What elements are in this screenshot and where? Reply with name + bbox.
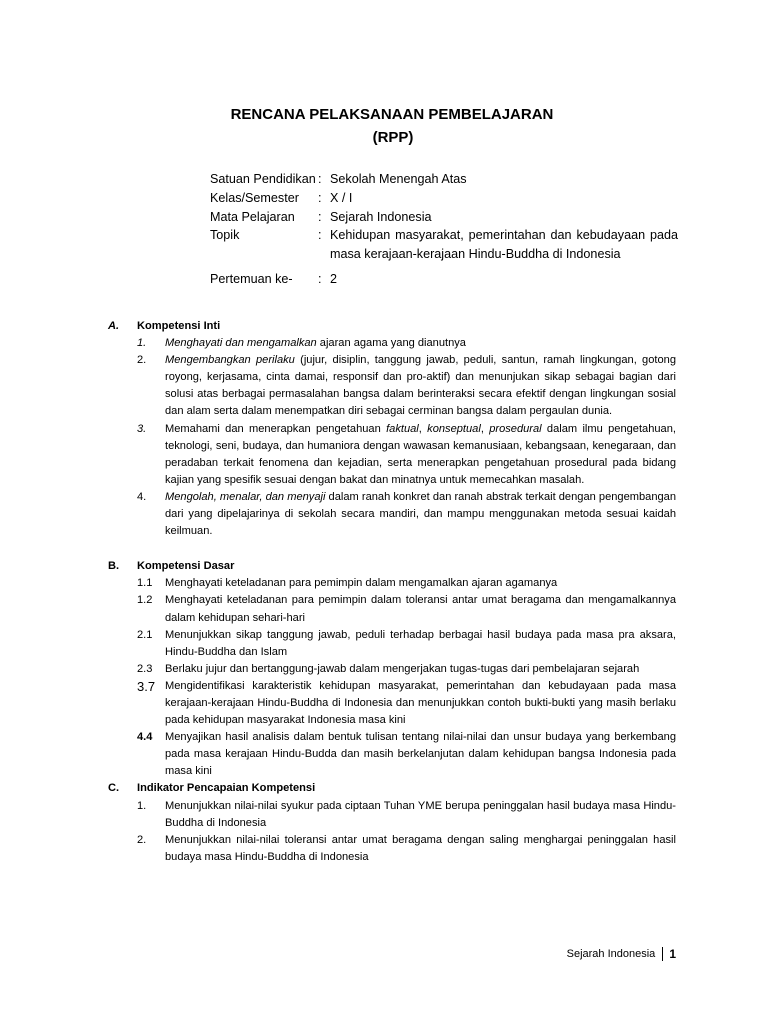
emphasis-text: Mengolah, menalar, dan menyaji — [165, 490, 326, 503]
info-label: Mata Pelajaran — [210, 209, 295, 224]
list-number: 1.1 — [137, 577, 153, 590]
list-text — [165, 335, 676, 352]
list-item — [108, 729, 676, 780]
page-number: 1 — [669, 947, 676, 961]
info-row — [210, 226, 678, 264]
section-title: Indikator Pencapaian Kompetensi — [137, 782, 316, 795]
info-value: Sejarah Indonesia — [330, 209, 432, 224]
list-item — [108, 627, 676, 661]
info-label: Kelas/Semester — [210, 190, 299, 205]
body-text: dalam ilmu pengetahuan, teknologi, seni, budaya, dan humaniora dengan wawasan kemanusiaan, kebangsaan, kenegaraan, dan peradaban terkait fenomena dan kejadian, serta menerapkan pengetahuan prosedural pada bidang kajian yang spesifik sesuai dengan bakat dan minatnya untuk memecahkan masalah. — [165, 422, 676, 486]
footer-divider — [662, 947, 663, 961]
body-text: , — [480, 422, 490, 435]
footer-text: Sejarah Indonesia — [566, 948, 656, 960]
list-number: 4.4 — [137, 731, 153, 744]
section-title: Kompetensi Inti — [137, 320, 221, 332]
list-text — [165, 421, 676, 489]
emphasis-text: Menghayati dan mengamalkan — [165, 337, 317, 350]
list-item — [108, 335, 676, 352]
info-colon: : — [318, 271, 322, 286]
list-number: 3. — [137, 422, 147, 435]
section-letter: A. — [108, 320, 120, 332]
info-colon: : — [318, 209, 322, 224]
list-text — [165, 489, 676, 540]
document-title: RENCANA PELAKSANAAN PEMBELAJARAN — [230, 106, 554, 123]
info-value: Sekolah Menengah Atas — [330, 172, 467, 186]
list-number: 3.7 — [137, 678, 156, 694]
list-number: 1.2 — [137, 594, 153, 607]
info-row — [210, 208, 678, 227]
list-text: Menunjukkan nilai-nilai toleransi antar umat beragama dengan saling menghargai peninggalan hasil budaya masa Hindu-Buddha di Indonesia — [165, 833, 676, 863]
section-letter: C. — [108, 782, 120, 795]
list-number: 4. — [137, 490, 147, 503]
info-value: 2 — [330, 271, 338, 286]
section-heading-kompetensi-dasar — [108, 558, 676, 575]
info-row — [210, 270, 678, 289]
list-item — [108, 592, 676, 626]
list-text: Menunjukkan nilai-nilai syukur pada ciptaan Tuhan YME berupa peninggalan hasil budaya masa Hindu-Buddha di Indonesia — [165, 799, 676, 829]
body-text: dalam ranah konkret dan ranah abstrak terkait dengan pengembangan dari yang dipelajarinya di sekolah secara mandiri, dan mampu menggunakan metoda sesuai kaidah keilmuan. — [165, 490, 677, 538]
list-text: Menyajikan hasil analisis dalam bentuk tulisan tentang nilai-nilai dan unsur budaya yang berkembang pada masa kerajaan Hindu-Budda dan masih berkelanjutan dalam kehidupan bangsa Indonesia pada masa kini — [165, 731, 676, 778]
list-text: Menghayati keteladanan para pemimpin dalam toleransi antar umat beragama dan mengamalkannya dalam kehidupan sehari-hari — [165, 594, 676, 624]
info-value: X / I — [330, 190, 353, 205]
list-text: Berlaku jujur dan bertanggung-jawab dalam mengerjakan tugas-tugas dari pembelajaran sejarah — [165, 662, 640, 675]
list-item — [108, 832, 676, 866]
page-footer — [567, 947, 676, 961]
list-number: 1. — [137, 337, 147, 350]
list-item — [108, 798, 676, 832]
list-number: 2. — [137, 833, 147, 846]
body-text: , — [418, 422, 428, 435]
list-text: Menunjukkan sikap tanggung jawab, peduli terhadap berbagai hasil budaya pada masa pra aksara, Hindu-Buddha dan Islam — [165, 628, 676, 658]
info-colon: : — [318, 172, 322, 186]
section-title: Kompetensi Dasar — [137, 560, 235, 573]
info-label: Satuan Pendidikan — [210, 172, 316, 186]
list-text — [165, 352, 676, 420]
document-subtitle: (RPP) — [372, 129, 414, 146]
info-colon: : — [318, 228, 322, 243]
list-number: 2.3 — [137, 662, 153, 675]
section-heading-indikator — [108, 780, 676, 797]
info-value: Kehidupan masyarakat, pemerintahan dan kebudayaan pada masa kerajaan-kerajaan Hindu-Buddha di Indonesia — [330, 228, 678, 262]
list-item — [108, 575, 676, 592]
emphasis-text: konseptual — [427, 422, 481, 435]
info-row — [210, 189, 678, 208]
list-item — [108, 352, 676, 420]
section-heading-kompetensi-inti — [108, 318, 676, 335]
list-item — [108, 489, 676, 540]
body-text: ajaran agama yang dianutnya — [316, 337, 466, 350]
list-text: Mengidentifikasi karakteristik kehidupan masyarakat, pemerintahan dan kebudayaan pada masa kerajaan-kerajaan Hindu-Buddha di Indonesia dan menunjukkan contoh bukti-bukti yang masih berlaku pada kehidupan masyarakat Indonesia masa kini — [165, 679, 676, 727]
info-row — [210, 170, 678, 189]
emphasis-text: Mengembangkan perilaku — [165, 354, 295, 367]
list-item — [108, 661, 676, 678]
list-number: 2.1 — [137, 628, 153, 641]
list-number: 2. — [137, 354, 147, 367]
info-label: Topik — [210, 228, 240, 243]
info-colon: : — [318, 190, 322, 205]
list-item — [108, 678, 676, 729]
info-label: Pertemuan ke- — [210, 271, 293, 286]
section-letter: B. — [108, 560, 120, 573]
body-text: Memahami dan menerapkan pengetahuan — [165, 422, 387, 435]
emphasis-text: prosedural — [489, 422, 542, 435]
list-text: Menghayati keteladanan para pemimpin dalam mengamalkan ajaran agamanya — [165, 577, 558, 590]
emphasis-text: faktual — [386, 422, 419, 435]
body-text: (jujur, disiplin, tanggung jawab, peduli, santun, ramah lingkungan, gotong royong, kerjasama, cinta damai, responsif dan pro-aktif) dan menunjukan sikap sebagai bagian dari solusi atas berbagai permasalahan bangsa dalam berinteraksi secara efektif dengan lingkungan sosial dan alam serta dalam menempatkan diri sebagai cerminan bangsa dalam pergaulan dunia. — [165, 354, 676, 418]
list-number: 1. — [137, 799, 147, 812]
document-body — [108, 318, 676, 866]
list-item — [108, 421, 676, 489]
identity-block — [210, 170, 678, 289]
